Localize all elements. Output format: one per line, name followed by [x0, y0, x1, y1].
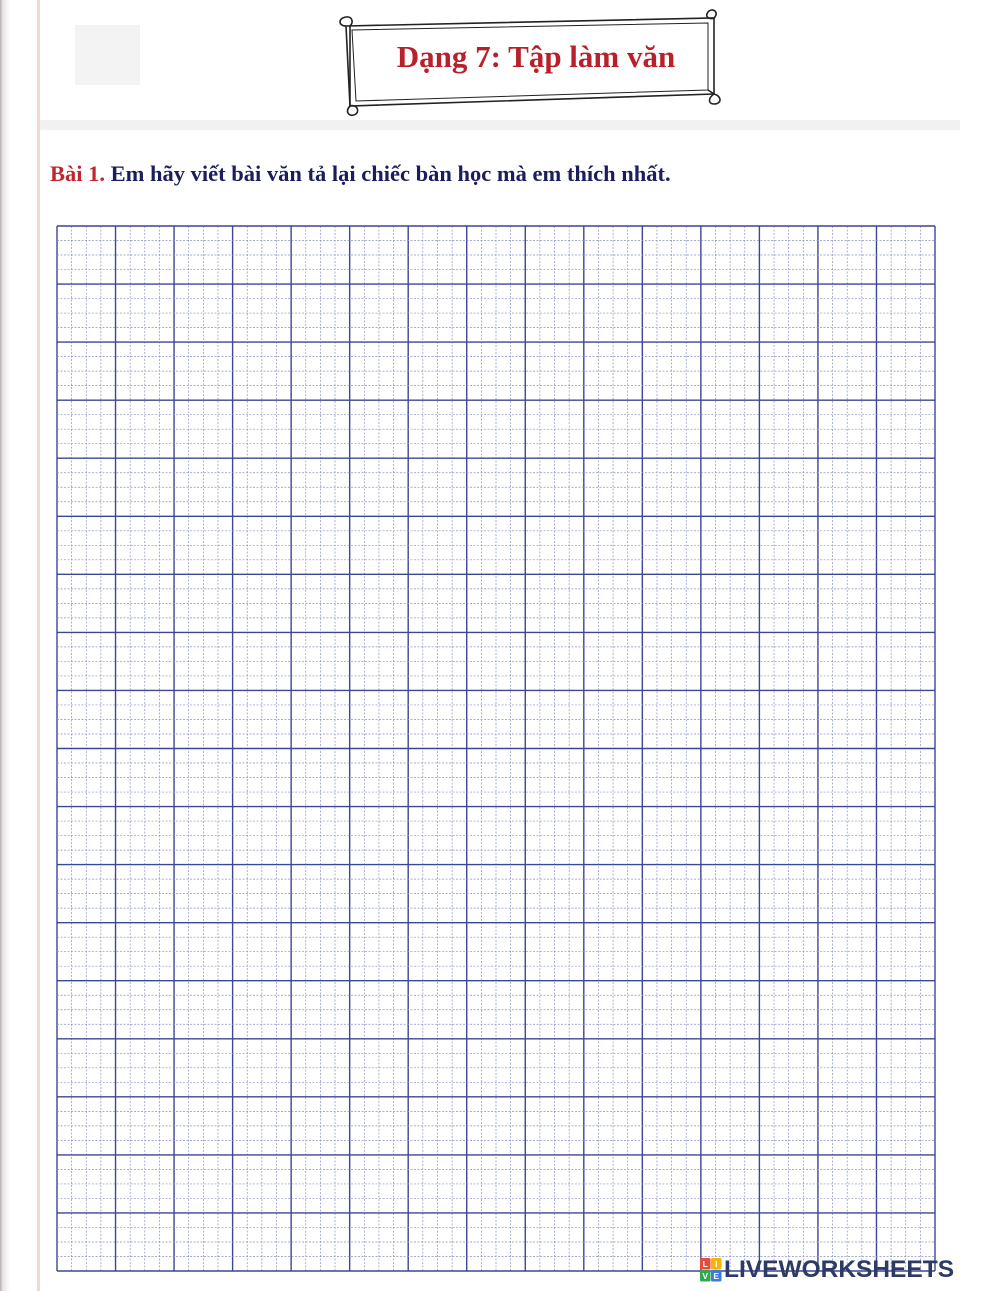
logo-letter: E — [713, 1271, 720, 1281]
exercise-prompt — [50, 154, 950, 194]
logo-letter: L — [702, 1259, 708, 1269]
margin-line — [37, 0, 40, 1291]
liveworksheets-watermark — [700, 1252, 1000, 1288]
watermark-text: LIVEWORKSHEETS — [724, 1256, 955, 1283]
page-edge-shadow — [0, 0, 10, 1291]
scan-artifact — [40, 120, 960, 130]
liveworksheets-logo-icon — [700, 1258, 722, 1282]
exercise-text: Em hãy viết bài văn tả lại chiếc bàn học mà em thích nhất. — [110, 161, 671, 186]
logo-letter: I — [715, 1259, 718, 1269]
banner-title: Dạng 7: Tập làm văn — [396, 39, 676, 74]
writing-grid[interactable] — [56, 225, 936, 1273]
scan-artifact-box — [75, 25, 140, 85]
logo-letter: V — [702, 1271, 709, 1281]
exercise-number: Bài 1. — [50, 161, 106, 186]
